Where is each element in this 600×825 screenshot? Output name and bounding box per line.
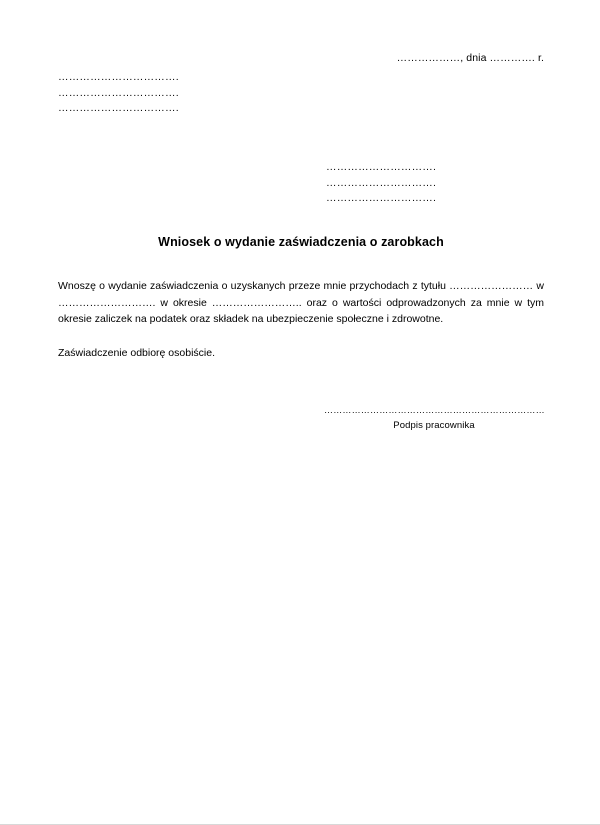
sender-line: ……………………………. <box>58 86 179 99</box>
sender-line: ……………………………. <box>58 102 179 114</box>
document-content <box>58 0 544 825</box>
page-title: Wniosek o wydanie zaświadczenia o zarobkach <box>158 235 444 249</box>
signature-line: ……………………………………………………………… <box>324 405 545 415</box>
sender-address-block <box>58 70 258 117</box>
signature-caption: Podpis pracownika <box>393 420 475 431</box>
signature-block <box>324 405 544 431</box>
recipient-line: …………………………. <box>326 161 437 173</box>
date-line: ………………, dnia …………. r. <box>396 52 544 64</box>
recipient-address-block <box>326 160 546 207</box>
recipient-line: …………………………. <box>326 192 437 204</box>
body-paragraph-2: Zaświadczenie odbiorę osobiście. <box>58 347 216 359</box>
body-paragraph-1: Wnoszę o wydanie zaświadczenia o uzyskanych przeze mnie przychodach z tytułu …………………… w ………………………. w okresie …………………….. oraz o wartości odprowadzonych za mnie w tym okresie zaliczek na podatek oraz składek na ubezpieczenie społeczne i zdrowotne. <box>58 280 544 325</box>
sender-line: ……………………………. <box>58 71 179 83</box>
recipient-line: …………………………. <box>326 176 437 189</box>
